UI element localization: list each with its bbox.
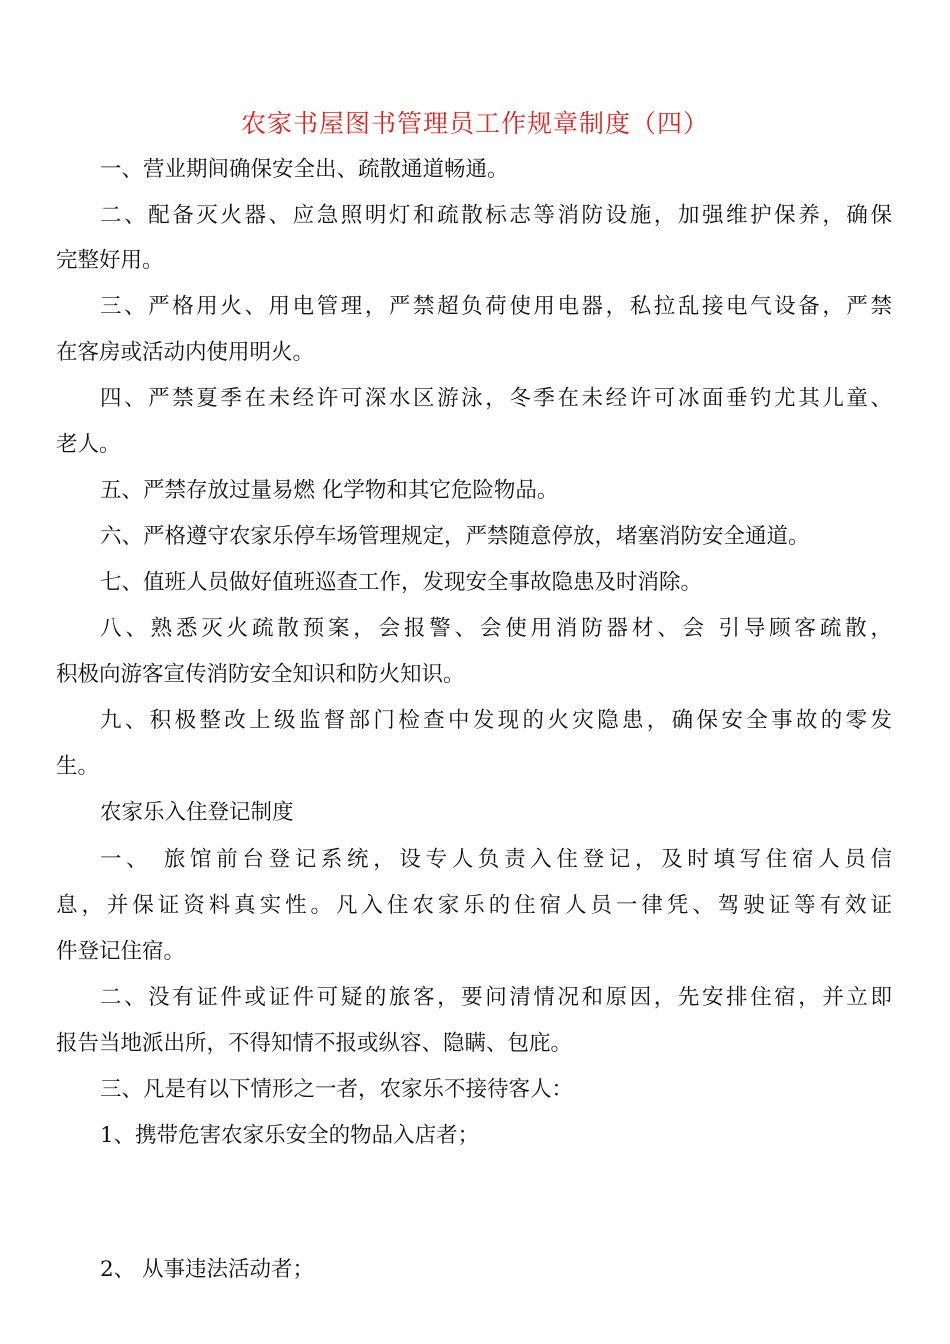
paragraph-line: 完整好用。: [56, 248, 164, 273]
paragraph-line: 三、凡是有以下情形之一者，农家乐不接待客人：: [100, 1077, 574, 1102]
paragraph-line: 件登记住宿。: [56, 939, 186, 964]
paragraph-line: 二、没有证件或证件可疑的旅客，要问清情况和原因，先安排住宿，并立即: [100, 985, 892, 1010]
paragraph-line: 六、严格遵守农家乐停车场管理规定，严禁随意停放，堵塞消防安全通道。: [100, 524, 810, 549]
section-heading: 农家乐入住登记制度: [100, 800, 294, 825]
paragraph-line: 一、营业期间确保安全出、疏散通道畅通。: [100, 157, 509, 182]
paragraph-line: 二、配备灭火器、应急照明灯和疏散标志等消防设施，加强维护保养，确保: [100, 203, 892, 228]
paragraph-line: 七、值班人员做好值班巡查工作，发现安全事故隐患及时消除。: [100, 570, 703, 595]
paragraph-line: 息，并保证资料真实性。凡入住农家乐的住宿人员一律凭、驾驶证等有效证: [56, 893, 892, 918]
paragraph-line: 积极向游客宣传消防安全知识和防火知识。: [56, 662, 465, 687]
paragraph-line: 八、熟悉灭火疏散预案，会报警、会使用消防器材、会 引导顾客疏散，: [100, 616, 892, 641]
paragraph-line: 在客房或活动内使用明火。: [56, 340, 315, 365]
list-item: 1、携带危害农家乐安全的物品入店者；: [100, 1123, 480, 1148]
paragraph-line: 三、严格用火、用电管理，严禁超负荷使用电器，私拉乱接电气设备，严禁: [100, 294, 892, 319]
paragraph-line: 九、积极整改上级监督部门检查中发现的火灾隐患，确保安全事故的零发: [100, 708, 892, 733]
paragraph-line: 报告当地派出所，不得知情不报或纵容、隐瞒、包庇。: [56, 1031, 573, 1056]
paragraph-line: 老人。: [56, 432, 121, 457]
list-item: 2、 从事违法活动者；: [100, 1257, 315, 1282]
paragraph-line: 五、严禁存放过量易燃 化学物和其它危险物品。: [100, 478, 559, 503]
paragraph-line: 四、严禁夏季在未经许可深水区游泳，冬季在未经许可冰面垂钓尤其儿童、: [100, 386, 892, 411]
paragraph-line: 生。: [56, 754, 100, 779]
paragraph-line: 一、 旅馆前台登记系统，设专人负责入住登记，及时填写住宿人员信: [100, 847, 892, 872]
document-title: 农家书屋图书管理员工作规章制度（四）: [240, 109, 709, 138]
